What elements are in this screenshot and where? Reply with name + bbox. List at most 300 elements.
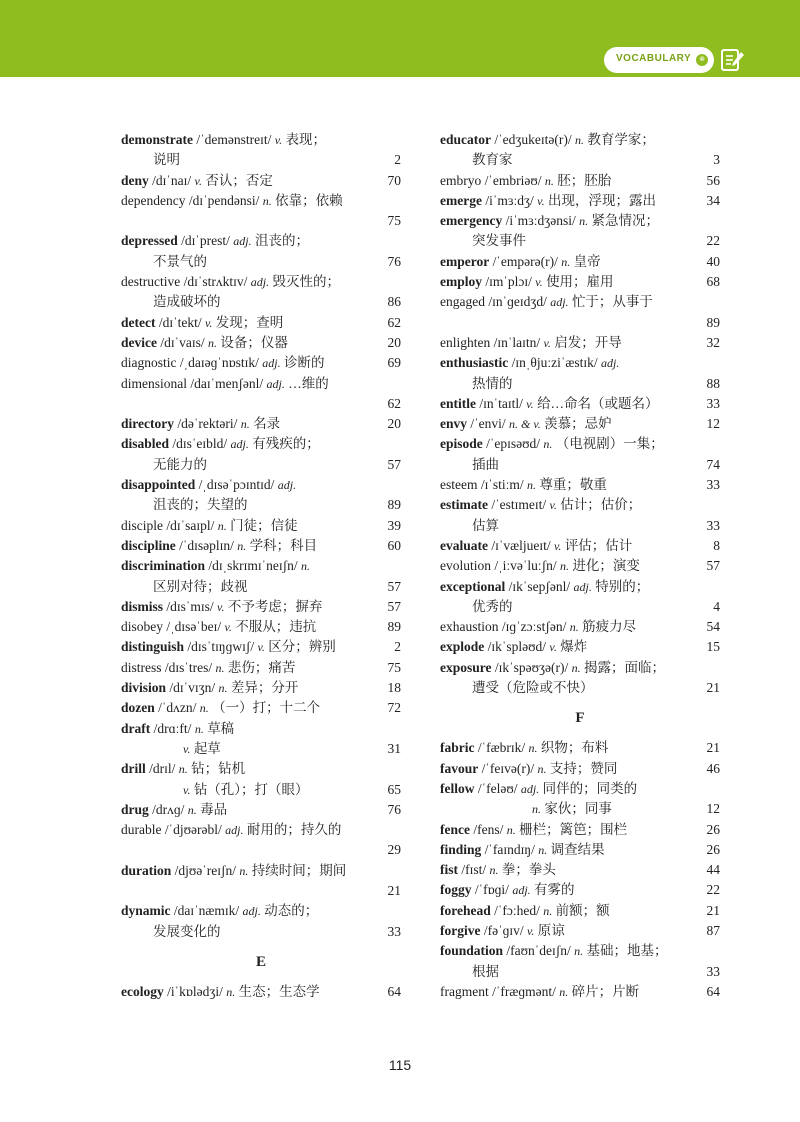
glossary-entry <box>440 495 720 536</box>
glossary-entry <box>440 434 720 475</box>
definition: 估计；估价； <box>560 497 642 513</box>
headword: drug <box>121 801 149 817</box>
glossary-entry <box>121 617 401 637</box>
page-reference: 89 <box>387 497 401 513</box>
definition: 耐用的；持久的 <box>246 822 342 838</box>
part-of-speech: adj. <box>250 275 270 290</box>
part-of-speech: adj. <box>573 579 592 594</box>
entry-line <box>440 617 720 637</box>
headword: dependency <box>121 192 186 208</box>
pronunciation: /ɪˈstiːm/ <box>480 477 524 493</box>
part-of-speech: v. <box>217 599 225 614</box>
definition: 起草 <box>193 740 221 756</box>
part-of-speech: v. <box>183 782 191 797</box>
page-reference: 32 <box>706 334 720 350</box>
page-reference: 21 <box>706 902 720 918</box>
glossary-entry <box>440 759 720 779</box>
definition: 调查结果 <box>550 841 605 857</box>
pronunciation: /ɪkˈspləʊd/ <box>487 639 547 655</box>
entry-line <box>121 658 401 678</box>
definition: 持续时间；期间 <box>251 862 347 878</box>
page-reference: 44 <box>706 862 720 878</box>
glossary-entry <box>121 861 401 902</box>
part-of-speech: adj. <box>520 781 540 796</box>
part-of-speech: adj. <box>277 478 297 493</box>
definition-continued: 优秀的 <box>472 598 513 614</box>
entry-line <box>440 171 720 191</box>
definition: 差异；分开 <box>230 680 299 696</box>
page-reference: 12 <box>706 416 720 432</box>
page-reference: 20 <box>387 334 401 350</box>
headword: distinguish <box>121 639 185 655</box>
headword: draft <box>121 720 151 736</box>
definition-continued <box>121 394 401 414</box>
page-reference: 72 <box>387 700 401 716</box>
entry-line <box>440 536 720 556</box>
entry-line <box>121 272 401 292</box>
headword: durable <box>121 822 162 838</box>
page-reference: 33 <box>706 963 720 979</box>
page-reference: 34 <box>706 192 720 208</box>
entry-line <box>121 536 401 556</box>
entry-line-second-sense <box>121 780 401 800</box>
headword: embryo <box>440 172 482 188</box>
part-of-speech: v. <box>526 923 535 938</box>
definition: 评估；估计 <box>564 537 633 553</box>
pronunciation: /djʊəˈreɪʃn/ <box>174 862 237 878</box>
page-reference: 12 <box>706 801 720 817</box>
definition: 不服从；违抗 <box>235 619 317 635</box>
part-of-speech: adj. <box>262 356 281 371</box>
pronunciation: /ɪmˈplɔɪ/ <box>485 274 532 290</box>
definition: 爆炸 <box>560 639 588 655</box>
headword: discipline <box>121 537 176 553</box>
glossary-entry <box>440 921 720 941</box>
entry-line <box>440 353 720 373</box>
headword: favour <box>440 760 479 776</box>
pronunciation: /ˈfæbrɪk/ <box>477 740 526 756</box>
definition: 不予考虑；摒弃 <box>227 598 323 614</box>
part-of-speech: n. <box>239 863 249 878</box>
glossary-entry <box>121 272 401 313</box>
headword: diagnostic <box>121 355 177 371</box>
entry-line <box>121 597 401 617</box>
page-reference: 8 <box>713 537 720 553</box>
definition-continued: 说明 <box>153 152 180 168</box>
definition: 同伴的；同类的 <box>542 780 638 796</box>
definition: 启发；开导 <box>554 334 622 350</box>
glossary-entry <box>121 698 401 718</box>
pronunciation: /fens/ <box>473 821 504 837</box>
headword: episode <box>440 436 483 452</box>
pronunciation: /ˈdjʊərəbl/ <box>164 822 222 838</box>
page-reference: 64 <box>387 983 401 999</box>
glossary-entry <box>440 617 720 637</box>
definition-continued: 沮丧的；失望的 <box>153 497 248 513</box>
page-reference: 39 <box>387 517 401 533</box>
definition: 否认；否定 <box>205 172 273 188</box>
section-tab-label: VOCABULARY <box>616 53 692 64</box>
glossary-entry <box>121 191 401 232</box>
page-reference: 40 <box>706 253 720 269</box>
page-reference: 89 <box>706 314 720 330</box>
page-reference: 33 <box>706 395 720 411</box>
pronunciation: /dɪˈsaɪpl/ <box>166 517 215 533</box>
definition: 羡慕；忌妒 <box>544 416 612 432</box>
part-of-speech: n. <box>559 984 569 999</box>
definition: 揭露；面临； <box>584 659 666 675</box>
entry-line <box>440 759 720 779</box>
definition-continued: 插曲 <box>472 456 499 472</box>
part-of-speech: v. <box>554 538 562 553</box>
definition: 沮丧的； <box>254 233 309 249</box>
glossary-entry <box>121 516 401 536</box>
part-of-speech: v. <box>549 640 557 655</box>
definition: （电视剧）一集； <box>555 436 664 452</box>
definition: 特别的； <box>595 578 650 594</box>
pronunciation: /fɪst/ <box>461 862 487 878</box>
definition: 毒品 <box>200 801 228 817</box>
definition: 织物；布料 <box>540 740 609 756</box>
page-reference: 33 <box>706 517 720 533</box>
entry-line <box>121 475 401 495</box>
part-of-speech: n. <box>569 620 579 635</box>
entry-line <box>121 516 401 536</box>
definition-continued: 热情的 <box>472 375 513 391</box>
glossary-entry <box>121 130 401 171</box>
entry-line <box>440 820 720 840</box>
headword: dimensional <box>121 375 187 391</box>
definition: 出现，浮现；露出 <box>547 192 656 208</box>
definition: 给…命名（或题名） <box>537 395 659 411</box>
entry-line <box>440 414 720 434</box>
pronunciation: /dɪsˈmɪs/ <box>166 598 214 614</box>
page-reference: 86 <box>387 294 401 310</box>
part-of-speech: v. <box>194 173 202 188</box>
headword: disobey <box>121 619 163 635</box>
page-reference: 57 <box>387 578 401 594</box>
entry-line <box>440 292 720 312</box>
part-of-speech: n. <box>240 417 250 432</box>
entry-line <box>440 211 720 231</box>
headword: emergency <box>440 213 503 229</box>
glossary-entry <box>121 719 401 760</box>
definition: 钻；钻机 <box>191 761 246 777</box>
definition: 筋疲力尽 <box>582 619 637 635</box>
glossary-entry <box>440 577 720 618</box>
headword: exhaustion <box>440 619 499 635</box>
headword: detect <box>121 314 156 330</box>
pronunciation: /ˌdaɪəɡˈnɒstɪk/ <box>179 355 259 371</box>
pronunciation: /ɪˈvæljueɪt/ <box>491 537 551 553</box>
headword: dozen <box>121 700 155 716</box>
glossary-entry <box>440 272 720 292</box>
definition-continued: 根据 <box>472 963 499 979</box>
pronunciation: /dəˈrektəri/ <box>177 416 238 432</box>
part-of-speech: v. <box>183 741 191 756</box>
headword: distress <box>121 659 162 675</box>
entry-line <box>121 800 401 820</box>
entry-line <box>121 434 401 454</box>
page-reference: 87 <box>706 922 720 938</box>
definition: 草稿 <box>207 720 235 736</box>
part-of-speech: n. <box>208 335 217 350</box>
page-reference: 2 <box>394 639 401 655</box>
entry-line <box>440 191 720 211</box>
page-reference: 33 <box>387 923 401 939</box>
pronunciation: /dɪsˈtres/ <box>164 659 213 675</box>
headword: discrimination <box>121 558 206 574</box>
pronunciation: /iˈkɒlədʒi/ <box>167 983 223 999</box>
glossary-entry <box>121 434 401 475</box>
part-of-speech: n. <box>178 762 188 777</box>
part-of-speech: adj. <box>512 883 531 898</box>
definition-continued: 不景气的 <box>153 253 207 269</box>
pronunciation: /dɪˈstrʌktɪv/ <box>183 274 248 290</box>
page-reference: 75 <box>387 659 401 675</box>
pronunciation: /ɪkˈspəʊʒə(r)/ <box>494 659 569 675</box>
glossary-entry <box>440 637 720 657</box>
entry-line <box>121 901 401 921</box>
glossary-entry <box>440 779 720 820</box>
entry-line <box>121 820 401 840</box>
definition: 动态的； <box>264 903 319 919</box>
notebook-pencil-icon <box>720 47 746 73</box>
glossary-entry <box>440 333 720 353</box>
page-reference: 64 <box>706 983 720 999</box>
entry-line <box>121 333 401 353</box>
glossary-entry <box>440 658 720 699</box>
page-reference: 70 <box>387 172 401 188</box>
page-reference: 57 <box>387 456 401 472</box>
glossary-entry <box>121 820 401 861</box>
pronunciation: /dɪˈnaɪ/ <box>152 172 192 188</box>
headword: exceptional <box>440 578 506 594</box>
page-reference: 68 <box>706 274 720 290</box>
glossary-entry <box>121 800 401 820</box>
page-reference: 65 <box>387 781 401 797</box>
part-of-speech: v. <box>535 275 543 290</box>
headword: foundation <box>440 943 504 959</box>
glossary-entry <box>440 941 720 982</box>
page-reference: 21 <box>706 740 720 756</box>
headword: deny <box>121 172 149 188</box>
pronunciation: /fəˈɡɪv/ <box>483 922 524 938</box>
headword: dismiss <box>121 598 164 614</box>
glossary-entry <box>440 211 720 252</box>
headword: entitle <box>440 395 476 411</box>
entry-line <box>121 617 401 637</box>
pronunciation: /ˈdʌzn/ <box>158 700 197 716</box>
page-reference: 60 <box>387 537 401 553</box>
part-of-speech: adj. <box>600 356 620 371</box>
pronunciation: /ˈfeɪvə(r)/ <box>481 760 535 776</box>
definition: 区分；辨别 <box>268 639 336 655</box>
pronunciation: /ˌdɪsəˈpɔɪntɪd/ <box>198 477 275 493</box>
entry-line <box>440 982 720 1002</box>
part-of-speech: v. <box>274 133 283 147</box>
part-of-speech: n. <box>187 802 197 817</box>
headword: disabled <box>121 436 170 452</box>
headword: fragment <box>440 983 489 999</box>
glossary-entry <box>121 536 401 556</box>
part-of-speech: n. <box>301 559 310 574</box>
pronunciation: /ˈfaɪndɪŋ/ <box>484 841 535 857</box>
pronunciation: /dɪˈvɪʒn/ <box>169 680 216 696</box>
headword: fence <box>440 821 470 837</box>
glossary-entry <box>121 658 401 678</box>
page-reference: 88 <box>706 375 720 391</box>
glossary-entry <box>121 231 401 272</box>
definition-continued <box>121 211 401 231</box>
definition: 悲伤；痛苦 <box>227 659 296 675</box>
pronunciation: /ˌdɪsəˈbeɪ/ <box>166 619 222 635</box>
page-reference: 18 <box>387 680 401 696</box>
headword: enlighten <box>440 334 491 350</box>
pronunciation: /ɪnˌθjuːziˈæstɪk/ <box>511 355 598 371</box>
pronunciation: /ˌiːvəˈluːʃn/ <box>494 558 557 574</box>
entry-line <box>121 637 401 657</box>
entry-line <box>121 231 401 251</box>
definition: 学科；科目 <box>249 537 318 553</box>
entry-line <box>121 861 401 881</box>
part-of-speech: n. <box>217 518 227 533</box>
pronunciation: /ɪɡˈzɔːstʃən/ <box>501 619 567 635</box>
pronunciation: /dɪˈtekt/ <box>158 314 202 330</box>
glossary-entry <box>121 353 401 373</box>
entry-line <box>440 475 720 495</box>
definition: （一）打；十二个 <box>212 700 321 716</box>
part-of-speech: n. <box>537 761 547 776</box>
pronunciation: /ɪnˈlaɪtn/ <box>493 334 541 350</box>
part-of-speech: n. <box>237 538 247 553</box>
headword: disciple <box>121 517 163 533</box>
definition: 使用；雇用 <box>546 274 614 290</box>
glossary-entry <box>121 313 401 333</box>
entry-line <box>440 495 720 515</box>
entry-line <box>440 738 720 758</box>
entry-line <box>440 394 720 414</box>
glossary-entry <box>440 394 720 414</box>
part-of-speech: adj. <box>230 437 249 452</box>
definition: 诊断的 <box>284 355 325 371</box>
part-of-speech: adj. <box>242 904 261 919</box>
glossary-entry <box>440 191 720 211</box>
page-reference: 76 <box>387 253 401 269</box>
pronunciation: /ˈenvi/ <box>470 416 506 432</box>
headword: envy <box>440 416 467 432</box>
headword: destructive <box>121 274 181 290</box>
page-reference: 22 <box>706 882 720 898</box>
glossary-entry <box>440 353 720 394</box>
page-reference: 57 <box>387 598 401 614</box>
definition: …维的 <box>288 375 329 391</box>
headword: foggy <box>440 882 472 898</box>
pronunciation: /ˈestɪmeɪt/ <box>491 497 547 513</box>
headword: disappointed <box>121 477 196 493</box>
entry-line <box>440 130 720 150</box>
pronunciation: /dɪsˈeɪbld/ <box>172 436 228 452</box>
definition: 皇帝 <box>573 253 601 269</box>
entry-line <box>121 678 401 698</box>
page-reference: 89 <box>387 619 401 635</box>
definition: 依靠；依赖 <box>275 192 343 208</box>
headword: explode <box>440 639 485 655</box>
page-reference: 76 <box>387 801 401 817</box>
pronunciation: /ɪnˈtaɪtl/ <box>479 395 523 411</box>
headword: enthusiastic <box>440 355 509 371</box>
definition-continued: 造成破坏的 <box>153 294 221 310</box>
definition-continued: 估算 <box>472 517 499 533</box>
entry-line <box>121 130 401 150</box>
pronunciation: /drʌɡ/ <box>152 801 185 817</box>
part-of-speech: n. <box>544 173 554 188</box>
definition: 原谅 <box>537 922 565 938</box>
definition: 生态；生态学 <box>238 983 320 999</box>
pronunciation: /faʊnˈdeɪʃn/ <box>506 943 571 959</box>
page-reference: 21 <box>706 680 720 696</box>
page-reference: 75 <box>387 213 401 229</box>
glossary-entry <box>121 171 401 191</box>
headword: fellow <box>440 780 475 796</box>
entry-line <box>440 840 720 860</box>
part-of-speech: n. <box>574 133 584 147</box>
definition-continued: 教育家 <box>472 152 513 168</box>
page-reference: 56 <box>706 172 720 188</box>
definition: 毁灭性的； <box>272 274 340 290</box>
definition: 忙于；从事于 <box>571 294 653 310</box>
page-reference: 29 <box>387 842 401 858</box>
entry-line <box>121 414 401 434</box>
entry-line-second-sense <box>121 739 401 759</box>
pronunciation: /ˈdemənstreɪt/ <box>196 132 272 147</box>
glossary-entry <box>440 820 720 840</box>
glossary-entry <box>121 637 401 657</box>
page-reference: 62 <box>387 314 401 330</box>
pronunciation: /ˈfɔːhed/ <box>494 902 540 918</box>
definition: 发现；查明 <box>215 314 284 330</box>
part-of-speech: n. <box>226 984 236 999</box>
definition: 门徒；信徒 <box>230 517 298 533</box>
entry-line <box>440 577 720 597</box>
glossary-entry <box>440 556 720 576</box>
headword: forgive <box>440 922 481 938</box>
pronunciation: /ˈempərə(r)/ <box>492 253 558 269</box>
page-reference: 26 <box>706 821 720 837</box>
glossary-entry <box>440 982 720 1002</box>
definition-continued: 突发事件 <box>472 233 526 249</box>
pronunciation: /ˈedʒukeɪtə(r)/ <box>494 132 572 147</box>
pronunciation: /ˈepɪsəʊd/ <box>486 436 541 452</box>
page-reference: 74 <box>706 456 720 472</box>
definition: 钻（孔）；打（眼） <box>193 781 309 797</box>
part-of-speech: n. <box>538 842 548 857</box>
page-reference: 20 <box>387 416 401 432</box>
headword: division <box>121 680 167 696</box>
glossary-entry <box>440 475 720 495</box>
definition-continued: 无能力的 <box>153 456 207 472</box>
headword: finding <box>440 841 482 857</box>
section-letter: F <box>575 710 585 727</box>
headword: emperor <box>440 253 490 269</box>
entry-line <box>121 698 401 718</box>
pronunciation: /dɪsˈtɪŋɡwɪʃ/ <box>187 639 255 655</box>
headword: evolution <box>440 558 491 574</box>
glossary-entry <box>121 678 401 698</box>
glossary-entry <box>121 597 401 617</box>
part-of-speech: v. <box>549 498 557 513</box>
part-of-speech: n. <box>194 721 204 736</box>
